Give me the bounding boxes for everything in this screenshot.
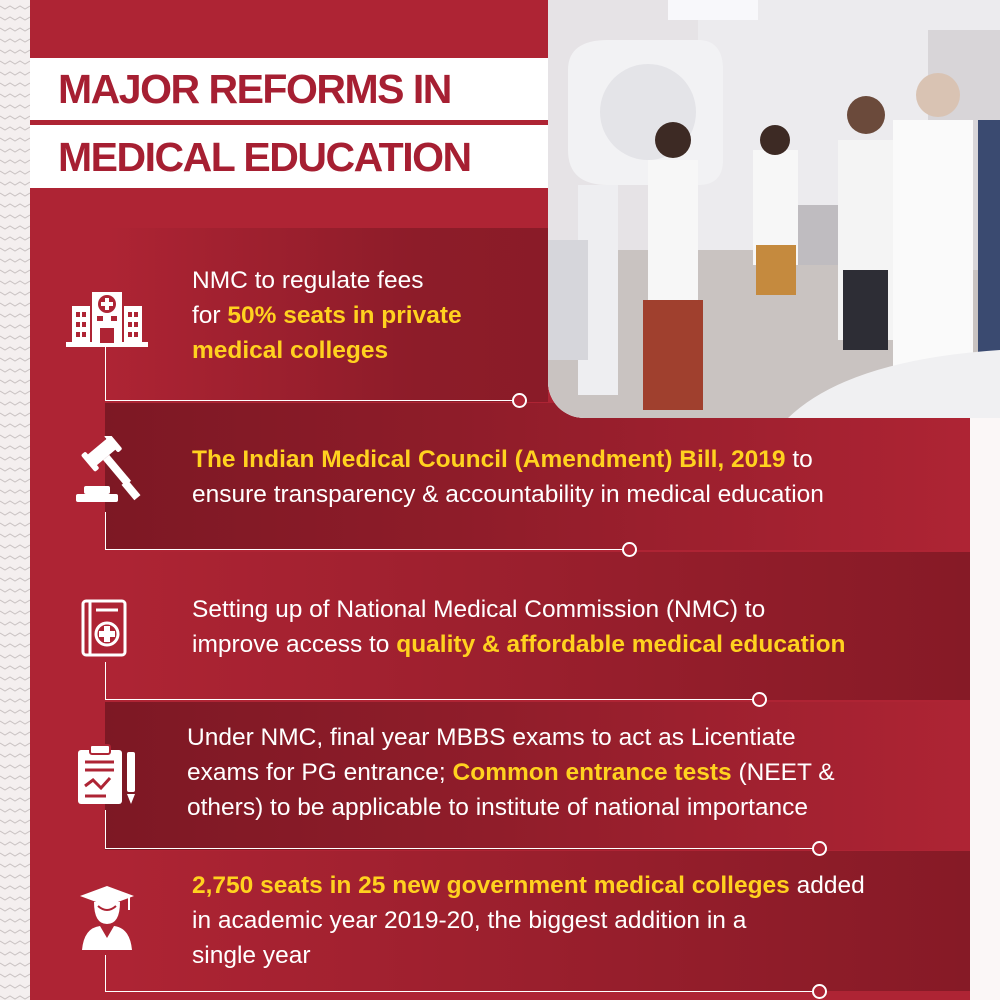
reform-item-4-text: Under NMC, final year MBBS exams to act as Licentiate exams for PG entrance; Common entrance tests (NEET & others) to be applicable to institute of national importance [187, 724, 835, 821]
title-box-line1 [30, 58, 548, 120]
reform-item-2-text: The Indian Medical Council (Amendment) Bill, 2019 to ensure transparency & accountability in medical education [192, 446, 824, 508]
title-box-line2 [30, 125, 548, 188]
zigzag-edge-decoration [0, 0, 30, 1000]
reform-item-1-text: NMC to regulate fees for 50% seats in private medical colleges [192, 267, 462, 364]
connector-line-3 [105, 662, 754, 700]
highlight-text: 2,750 seats in 25 new government medical colleges [192, 872, 790, 899]
highlight-text: The Indian Medical Council (Amendment) Bill, 2019 [192, 446, 786, 473]
hospital-visit-photo [548, 0, 1000, 418]
title-line2: MEDICAL EDUCATION [58, 134, 471, 180]
highlight-text: medical colleges [192, 337, 389, 364]
medical-book-icon [80, 598, 128, 658]
reform-item-3-text: Setting up of National Medical Commission (NMC) to improve access to quality & affordable medical education [192, 596, 846, 658]
highlight-text: quality & affordable medical education [396, 631, 846, 658]
gavel-icon [72, 436, 148, 506]
connector-dot-3 [752, 692, 767, 707]
clipboard-icon [76, 744, 138, 806]
connector-dot-2 [622, 542, 637, 557]
connector-dot-5 [812, 984, 827, 999]
connector-dot-4 [812, 841, 827, 856]
highlight-text: 50% seats in private [227, 302, 462, 329]
connector-dot-1 [512, 393, 527, 408]
connector-line-2 [105, 512, 624, 550]
hospital-icon [66, 290, 148, 348]
reform-item-5-text: 2,750 seats in 25 new government medical colleges added in academic year 2019-20, the biggest addition in a single year [192, 872, 865, 969]
graduate-icon [78, 884, 136, 950]
highlight-text: Common entrance tests [452, 759, 732, 786]
title-line1: MAJOR REFORMS IN [58, 66, 451, 112]
